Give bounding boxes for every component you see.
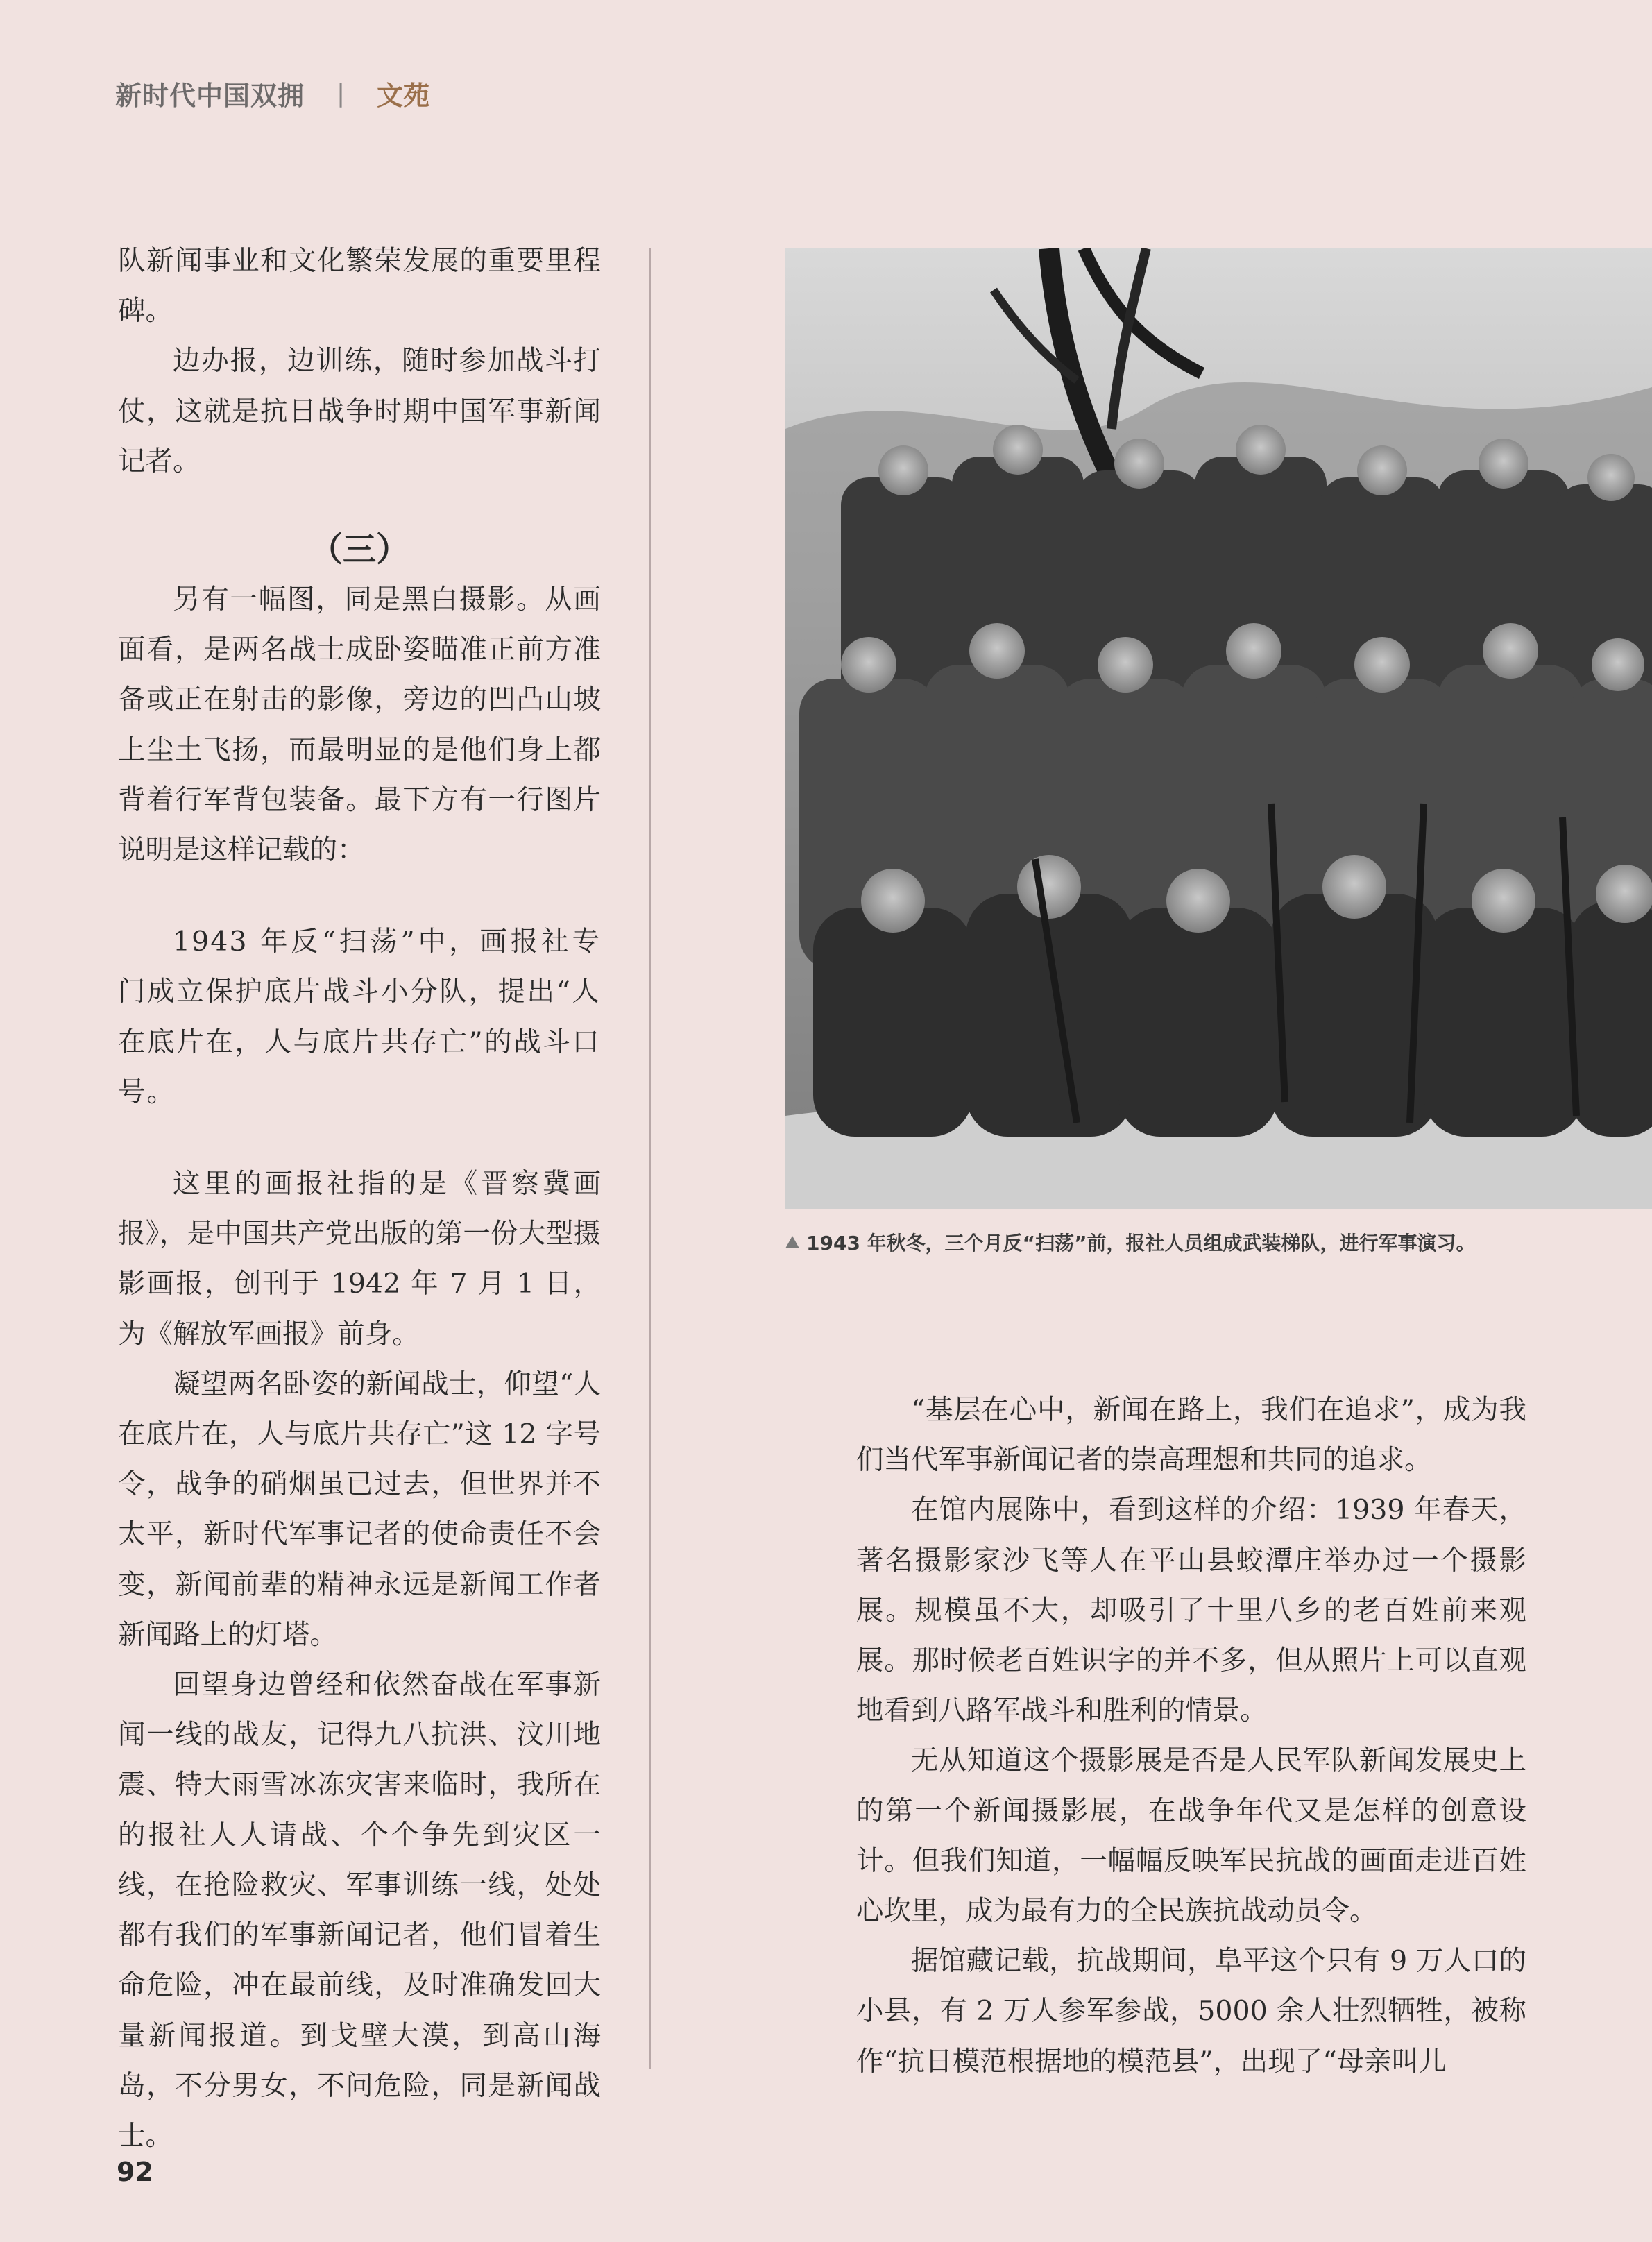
right-column bbox=[856, 1385, 1526, 2087]
paragraph: 队新闻事业和文化繁荣发展的重要里程碑。 bbox=[118, 245, 601, 328]
paragraph: 另有一幅图，同是黑白摄影。从画面看，是两名战士成卧姿瞄准正前方准备或正在射击的影像，旁边的凹凸山坡上尘土飞扬，而最明显的是他们身上都背着行军背包装备。最下方有一行图片说明是这样记载的： bbox=[118, 584, 601, 867]
paragraph: 边办报，边训练，随时参加战斗打仗，这就是抗日战争时期中国军事新闻记者。 bbox=[118, 345, 601, 477]
magazine-title: 新时代中国双拥 bbox=[115, 80, 305, 111]
running-header bbox=[115, 72, 429, 114]
paragraph: 凝望两名卧姿的新闻战士，仰望“人在底片在，人与底片共存亡”这 12 字号令，战争的硝烟虽已过去，但世界并不太平，新时代军事记者的使命责任不会变，新闻前辈的精神永远是新闻工作者新闻路上的灯塔。 bbox=[118, 1368, 601, 1651]
left-column bbox=[118, 236, 601, 2161]
header-separator: | bbox=[337, 78, 346, 108]
section-subheading: （三） bbox=[309, 530, 409, 570]
caption-text: 1943 年秋冬，三个月反“扫荡”前，报社人员组成武装梯队，进行军事演习。 bbox=[806, 1232, 1476, 1255]
paragraph: 无从知道这个摄影展是否是人民军队新闻发展史上的第一个新闻摄影展，在战争年代又是怎样的创意设计。但我们知道，一幅幅反映军民抗战的画面走进百姓心坎里，成为最有力的全民族抗战动员令。 bbox=[856, 1744, 1526, 1928]
column-divider bbox=[649, 248, 651, 2069]
section-name: 文苑 bbox=[377, 80, 430, 111]
paragraph: 据馆藏记载，抗战期间，阜平这个只有 9 万人口的小县，有 2 万人参军参战，5000 余人壮烈牺牲，被称作“抗日模范根据地的模范县”，出现了“母亲叫儿 bbox=[856, 1945, 1526, 2078]
paragraph: 在馆内展陈中，看到这样的介绍：1939 年春天，著名摄影家沙飞等人在平山县蛟潭庄举办过一个摄影展。规模虽不大，却吸引了十里八乡的老百姓前来观展。那时候老百姓识字的并不多，但从照片上可以直观地看到八路军战斗和胜利的情景。 bbox=[856, 1494, 1526, 1727]
photo-caption bbox=[785, 1228, 1476, 1256]
paragraph: “基层在心中，新闻在路上，我们在追求”，成为我们当代军事新闻记者的崇高理想和共同的追求。 bbox=[856, 1394, 1526, 1477]
caption-triangle-icon bbox=[785, 1236, 799, 1248]
quote-text: 1943 年反“扫荡”中，画报社专门成立保护底片战斗小分队，提出“人在底片在，人与底片共存亡”的战斗口号。 bbox=[118, 926, 601, 1108]
historical-group-photo bbox=[785, 248, 1652, 1209]
paragraph: 回望身边曾经和依然奋战在军事新闻一线的战友，记得九八抗洪、汶川地震、特大雨雪冰冻灾害来临时，我所在的报社人人请战、个个争先到灾区一线，在抢险救灾、军事训练一线，处处都有我们的军事新闻记者，他们冒着生命危险，冲在最前线，及时准确发回大量新闻报道。到戈壁大漠，到高山海岛，不分男女，不问危险，同是新闻战士。 bbox=[118, 1669, 601, 2152]
page-number: 92 bbox=[117, 2157, 153, 2187]
block-quote bbox=[118, 917, 601, 1117]
paragraph: 这里的画报社指的是《晋察冀画报》，是中国共产党出版的第一份大型摄影画报，创刊于 1942 年 7 月 1 日，为《解放军画报》前身。 bbox=[118, 1168, 601, 1350]
